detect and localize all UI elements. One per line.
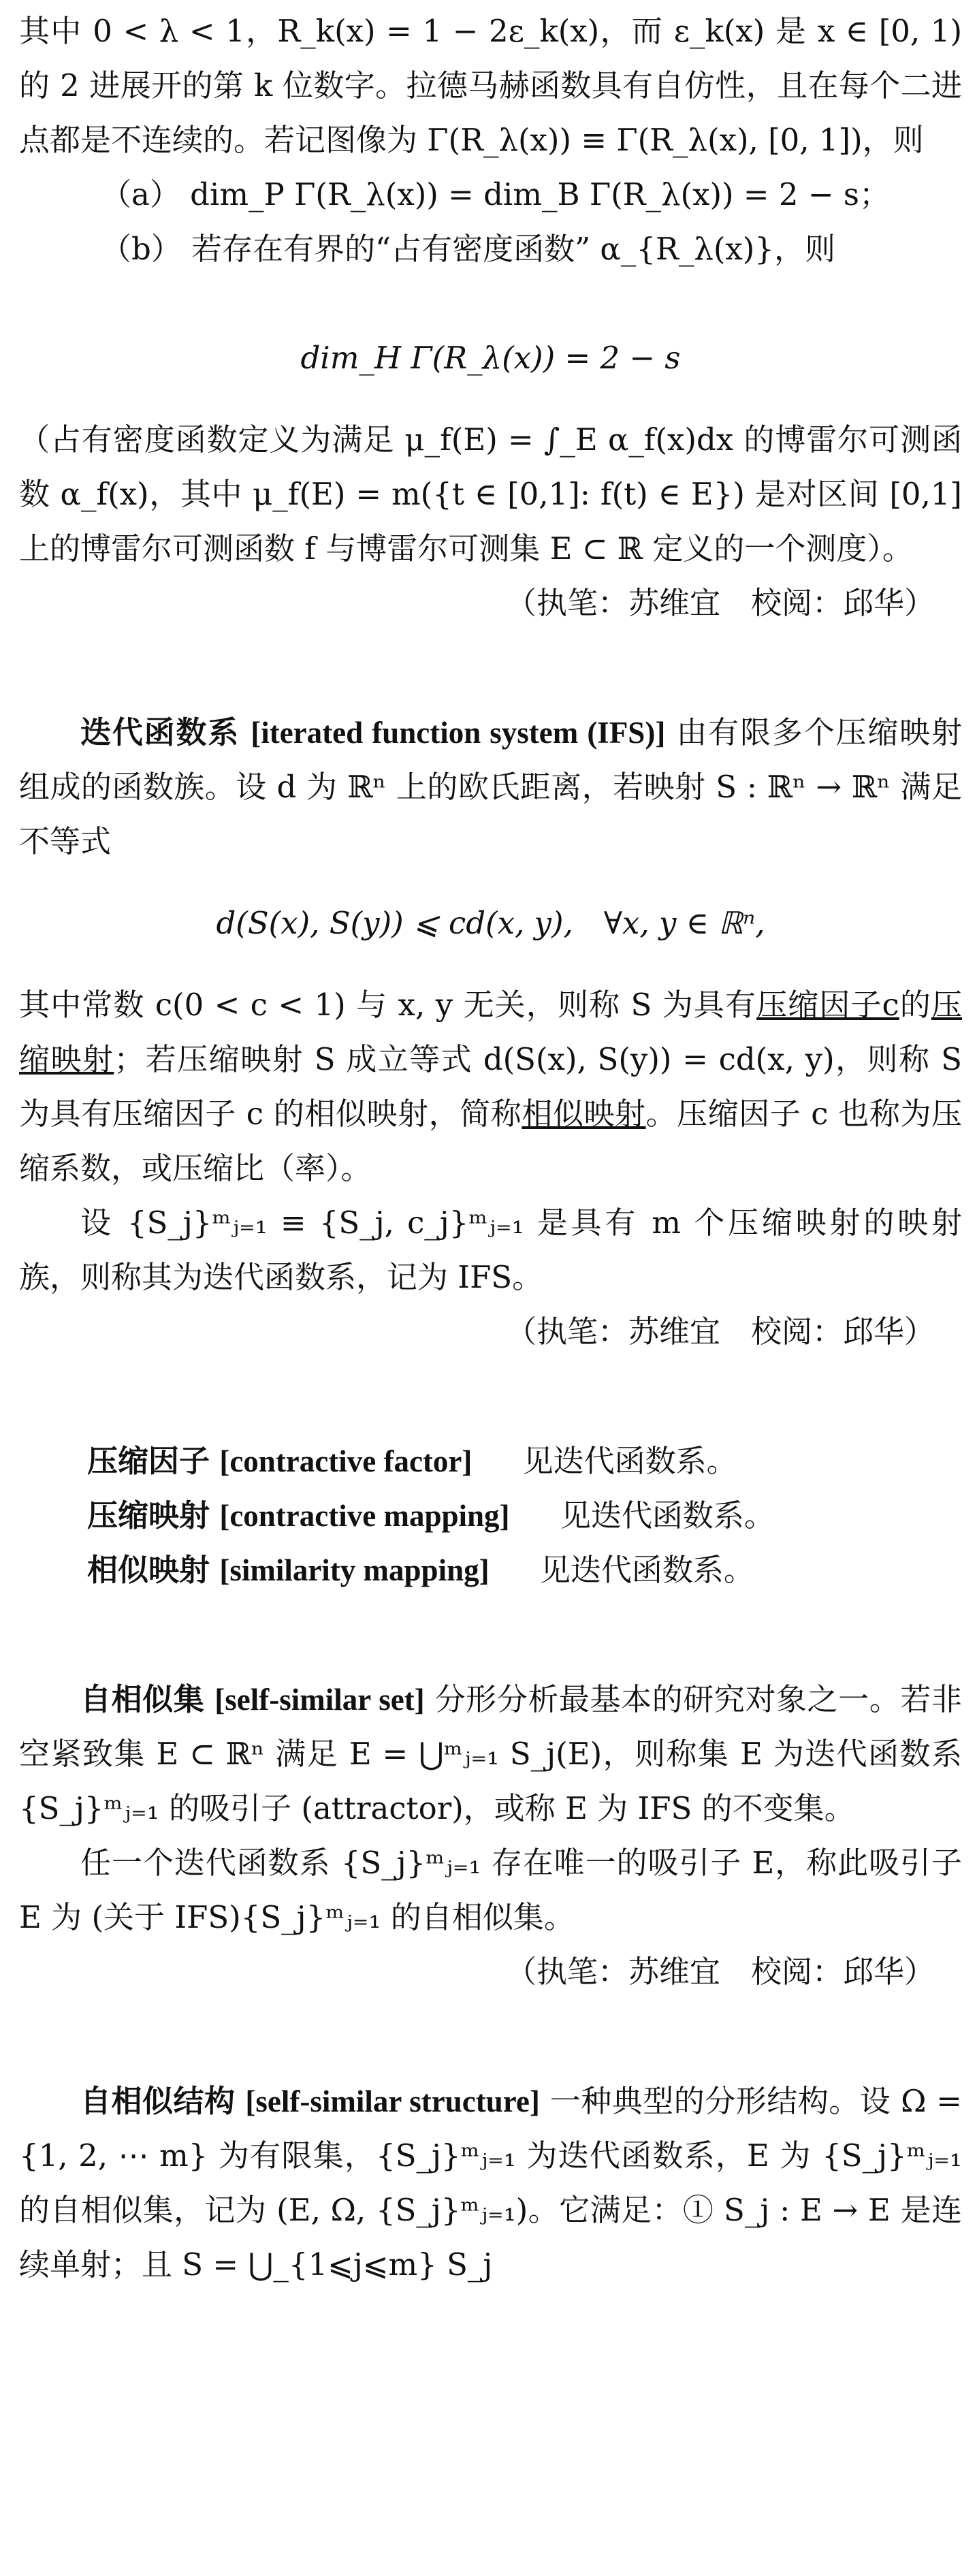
entry-term: 压缩因子 <box>87 1443 210 1479</box>
credit-line: （执笔：苏维宜 校阅：邱华） <box>505 1954 935 1990</box>
entry-term-english: [contractive factor] <box>219 1444 473 1478</box>
cross-reference-item <box>19 1489 962 1543</box>
cross-reference-item <box>19 1434 962 1489</box>
entry-term: 相似映射 <box>87 1552 210 1588</box>
intro-item-a: （a） dim_P Γ(R_λ(x)) = dim_B Γ(R_λ(x)) = 2 − s； <box>101 176 890 212</box>
entry-term: 压缩映射 <box>87 1497 210 1533</box>
contraction-inequality: d(S(x), S(y)) ⩽ cd(x, y), ∀x, y ∈ ℝⁿ, <box>216 905 765 941</box>
entry-term: 自相似集 <box>80 1681 205 1717</box>
ifs-definition <box>19 705 962 869</box>
entry-term: 自相似结构 <box>80 2083 236 2119</box>
self-similar-structure-definition <box>19 2074 962 2292</box>
entry-ifs <box>19 705 962 1359</box>
cross-references <box>19 1434 962 1597</box>
text-segment: ；若压缩映射 S 成立等式 d(S(x), S(y)) = cd(x, y)，则称 S 为具有压缩因子 c 的相似映射，简称 <box>19 1041 962 1132</box>
density-function-note: （占有密度函数定义为满足 μ_f(E) = ∫_E α_f(x)dx 的博雷尔可测函数 α_f(x)，其中 μ_f(E) = m({t ∈ [0,1]: f(t) ∈ E}) 是对区间 [0,1] 上的博雷尔可测函数 f 与博雷尔可测集 E ⊂ ℝ 定义的一个测度）。 <box>19 422 962 567</box>
link-contractive-mapping: 压缩映射 <box>19 987 963 1077</box>
link-similarity-mapping: 相似映射 <box>522 1096 646 1132</box>
ifs-paragraph-2: 设 {S_j}ᵐⱼ₌₁ ≡ {S_j, c_j}ᵐⱼ₌₁ 是具有 m 个压缩映射的映射族，则称其为迭代函数系，记为 IFS。 <box>19 1205 962 1295</box>
see-reference: 见迭代函数系。 <box>522 1443 737 1479</box>
entry-term-english: [contractive mapping] <box>219 1499 510 1533</box>
entry-term-english: [iterated function system (IFS)] <box>251 716 666 750</box>
ifs-explanation <box>19 978 962 1196</box>
entry-definition: 由有限多个压缩映射组成的函数族。设 d 为 ℝⁿ 上的欧氏距离，若映射 S : ℝⁿ → ℝⁿ 满足不等式 <box>19 714 962 859</box>
intro-item-b: （b） 若存在有界的“占有密度函数” α_{R_λ(x)}，则 <box>101 231 835 267</box>
see-reference: 见迭代函数系。 <box>560 1497 775 1533</box>
text-segment: 。压缩因子 c 也称为压缩系数，或压缩比（率）。 <box>19 1096 963 1186</box>
link-contractive-factor: 压缩因子c <box>756 987 899 1023</box>
self-similar-set-paragraph-2: 任一个迭代函数系 {S_j}ᵐⱼ₌₁ 存在唯一的吸引子 E，称此吸引子 E 为 (关于 IFS){S_j}ᵐⱼ₌₁ 的自相似集。 <box>19 1845 962 1935</box>
intro-paragraph: 其中 0 < λ < 1，R_k(x) = 1 − 2ε_k(x)，而 ε_k(x) 是 x ∈ [0, 1) 的 2 进展开的第 k 位数字。拉德马赫函数具有自仿性，且在每个二进点都是不连续的。若记图像为 Γ(R_λ(x)) ≡ Γ(R_λ(x), [0, 1])，则 <box>19 13 962 158</box>
entry-term-english: [self-similar set] <box>214 1683 425 1717</box>
hausdorff-dimension-formula: dim_H Γ(R_λ(x)) = 2 − s <box>300 340 681 376</box>
entry-self-similar-set <box>19 1672 962 1999</box>
cross-reference-item <box>19 1543 962 1597</box>
entry-term-english: [self-similar structure] <box>245 2084 540 2118</box>
self-similar-set-definition <box>19 1672 962 1836</box>
see-reference: 见迭代函数系。 <box>539 1552 754 1588</box>
document-page <box>19 4 962 2292</box>
credit-line: （执笔：苏维宜 校阅：邱华） <box>505 585 935 621</box>
text-segment: 其中常数 c(0 < c < 1) 与 x, y 无关，则称 S 为具有 <box>19 987 757 1023</box>
text-segment: 的 <box>899 987 931 1023</box>
entry-self-similar-structure <box>19 2074 962 2292</box>
entry-term: 迭代函数系 <box>80 714 240 750</box>
entry-definition: 分形分析最基本的研究对象之一。若非空紧致集 E ⊂ ℝⁿ 满足 E = ⋃ᵐⱼ₌₁ S_j(E)，则称集 E 为迭代函数系 {S_j}ᵐⱼ₌₁ 的吸引子 (attractor)，或称 E 为 IFS 的不变集。 <box>19 1681 962 1826</box>
credit-line: （执笔：苏维宜 校阅：邱华） <box>505 1314 935 1350</box>
entry-term-english: [similarity mapping] <box>219 1553 490 1587</box>
entry-definition: 一种典型的分形结构。设 Ω = {1, 2, ⋯ m} 为有限集，{S_j}ᵐⱼ₌₁ 为迭代函数系，E 为 {S_j}ᵐⱼ₌₁ 的自相似集，记为 (E, Ω, {S_j}ᵐⱼ₌₁)。它满足：① S_j : E → E 是连续单射；且 S = ⋃_{1⩽j⩽m} S_j <box>19 2083 963 2283</box>
